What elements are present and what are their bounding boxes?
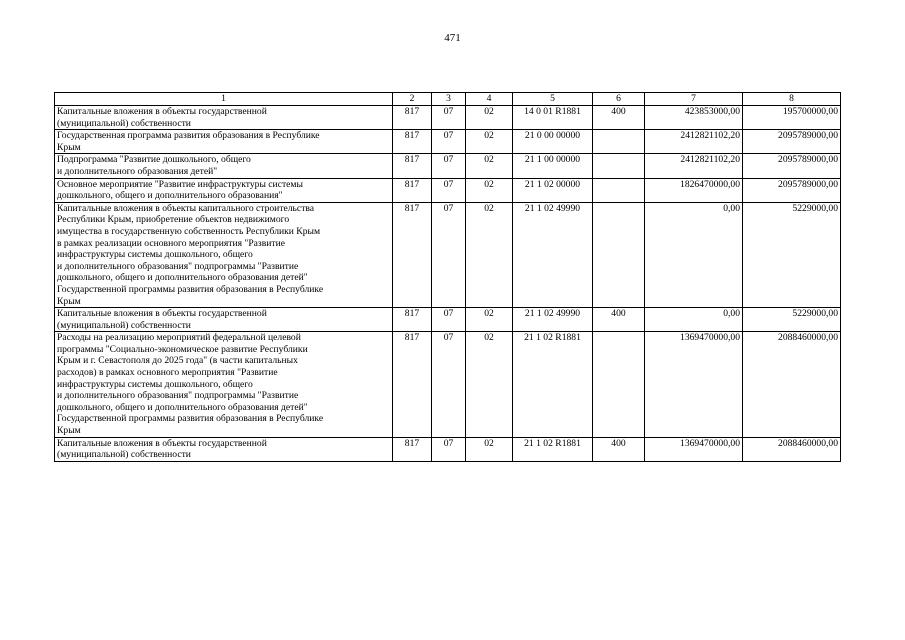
expense-name: Капитальные вложения в объекты государственной (муниципальной) собственности bbox=[55, 437, 393, 461]
column-header: 1 bbox=[55, 93, 393, 106]
subsection-code: 02 bbox=[466, 154, 513, 178]
table-row bbox=[55, 308, 841, 332]
section-code: 07 bbox=[432, 178, 466, 202]
section-code: 07 bbox=[432, 332, 466, 437]
expense-name: Подпрограмма "Развитие дошкольного, общего и дополнительного образования детей" bbox=[55, 154, 393, 178]
ministry-code: 817 bbox=[393, 130, 432, 154]
amount-col7: 1826470000,00 bbox=[645, 178, 743, 202]
target-article-code: 14 0 01 R1881 bbox=[513, 106, 593, 130]
ministry-code: 817 bbox=[393, 437, 432, 461]
page-number: 471 bbox=[444, 32, 461, 44]
section-code: 07 bbox=[432, 130, 466, 154]
expense-type-code bbox=[593, 332, 645, 437]
expense-type-code: 400 bbox=[593, 437, 645, 461]
target-article-code: 21 1 02 R1881 bbox=[513, 332, 593, 437]
expense-type-code bbox=[593, 178, 645, 202]
amount-col8: 2088460000,00 bbox=[743, 437, 841, 461]
amount-col7: 0,00 bbox=[645, 202, 743, 307]
subsection-code: 02 bbox=[466, 308, 513, 332]
amount-col7: 2412821102,20 bbox=[645, 130, 743, 154]
section-code: 07 bbox=[432, 154, 466, 178]
section-code: 07 bbox=[432, 202, 466, 307]
column-header: 8 bbox=[743, 93, 841, 106]
subsection-code: 02 bbox=[466, 332, 513, 437]
ministry-code: 817 bbox=[393, 202, 432, 307]
subsection-code: 02 bbox=[466, 178, 513, 202]
table-row bbox=[55, 437, 841, 461]
budget-table bbox=[54, 92, 841, 462]
subsection-code: 02 bbox=[466, 437, 513, 461]
amount-col8: 5229000,00 bbox=[743, 202, 841, 307]
table-row bbox=[55, 332, 841, 437]
amount-col7: 423853000,00 bbox=[645, 106, 743, 130]
expense-type-code bbox=[593, 130, 645, 154]
ministry-code: 817 bbox=[393, 106, 432, 130]
table-row bbox=[55, 202, 841, 307]
amount-col8: 2088460000,00 bbox=[743, 332, 841, 437]
section-code: 07 bbox=[432, 106, 466, 130]
table-row bbox=[55, 178, 841, 202]
ministry-code: 817 bbox=[393, 332, 432, 437]
ministry-code: 817 bbox=[393, 178, 432, 202]
table-row bbox=[55, 154, 841, 178]
expense-name: Капитальные вложения в объекты государственной (муниципальной) собственности bbox=[55, 308, 393, 332]
header-row bbox=[55, 93, 841, 106]
expense-name: Расходы на реализацию мероприятий федеральной целевой программы "Социально-экономическое развитие Республики Крым и г. Севастополя до 2025 года" (в части капитальных расходов) в рамках основного мероприятия "Развитие инфраструктуры системы дошкольного, общего и дополнительного образования" подпрограммы "Развитие дошкольного, общего и дополнительного образования детей" Государственной программы развития образования в Республике Крым bbox=[55, 332, 393, 437]
amount-col7: 1369470000,00 bbox=[645, 332, 743, 437]
expense-name: Капитальные вложения в объекты капитального строительства Республики Крым, приобретение объектов недвижимого имущества в государственную собственность Республики Крым в рамках реализации основного мероприятия "Развитие инфраструктуры системы дошкольного, общего и дополнительного образования" подпрограммы "Развитие дошкольного, общего и дополнительного образования детей" Государственной программы развития образования в Республике Крым bbox=[55, 202, 393, 307]
amount-col7: 0,00 bbox=[645, 308, 743, 332]
column-header: 3 bbox=[432, 93, 466, 106]
column-header: 4 bbox=[466, 93, 513, 106]
column-header: 6 bbox=[593, 93, 645, 106]
section-code: 07 bbox=[432, 308, 466, 332]
section-code: 07 bbox=[432, 437, 466, 461]
amount-col8: 2095789000,00 bbox=[743, 154, 841, 178]
amount-col8: 195700000,00 bbox=[743, 106, 841, 130]
expense-name: Государственная программа развития образования в Республике Крым bbox=[55, 130, 393, 154]
table-row bbox=[55, 130, 841, 154]
column-header: 7 bbox=[645, 93, 743, 106]
target-article-code: 21 1 02 00000 bbox=[513, 178, 593, 202]
expense-type-code: 400 bbox=[593, 106, 645, 130]
amount-col7: 2412821102,20 bbox=[645, 154, 743, 178]
target-article-code: 21 1 02 R1881 bbox=[513, 437, 593, 461]
target-article-code: 21 0 00 00000 bbox=[513, 130, 593, 154]
target-article-code: 21 1 00 00000 bbox=[513, 154, 593, 178]
expense-type-code bbox=[593, 154, 645, 178]
table-row bbox=[55, 106, 841, 130]
column-header: 5 bbox=[513, 93, 593, 106]
column-header: 2 bbox=[393, 93, 432, 106]
expense-type-code: 400 bbox=[593, 308, 645, 332]
amount-col7: 1369470000,00 bbox=[645, 437, 743, 461]
amount-col8: 2095789000,00 bbox=[743, 130, 841, 154]
expense-name: Основное мероприятие "Развитие инфраструктуры системы дошкольного, общего и дополнительного образования" bbox=[55, 178, 393, 202]
subsection-code: 02 bbox=[466, 130, 513, 154]
target-article-code: 21 1 02 49990 bbox=[513, 308, 593, 332]
ministry-code: 817 bbox=[393, 308, 432, 332]
amount-col8: 5229000,00 bbox=[743, 308, 841, 332]
subsection-code: 02 bbox=[466, 106, 513, 130]
target-article-code: 21 1 02 49990 bbox=[513, 202, 593, 307]
amount-col8: 2095789000,00 bbox=[743, 178, 841, 202]
ministry-code: 817 bbox=[393, 154, 432, 178]
subsection-code: 02 bbox=[466, 202, 513, 307]
expense-type-code bbox=[593, 202, 645, 307]
expense-name: Капитальные вложения в объекты государственной (муниципальной) собственности bbox=[55, 106, 393, 130]
